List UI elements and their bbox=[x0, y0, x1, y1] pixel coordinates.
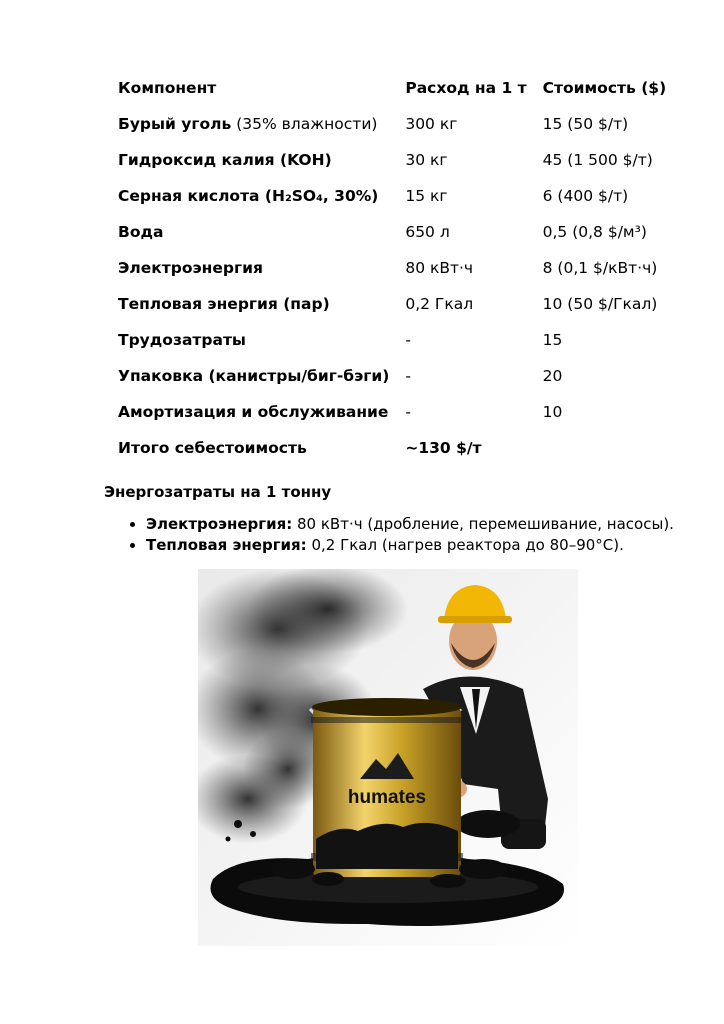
row-component: Трудозатраты bbox=[118, 331, 246, 349]
table-header-row bbox=[110, 70, 681, 106]
list-item: • Тепловая энергия: 0,2 Гкал (нагрев реактора до 80–90°C). bbox=[146, 535, 674, 556]
bucket-brand-label: humates bbox=[347, 787, 427, 808]
table-row bbox=[110, 250, 681, 286]
row-component: Тепловая энергия (пар) bbox=[118, 295, 330, 313]
row-qty: - bbox=[405, 331, 411, 349]
energy-list bbox=[126, 514, 674, 556]
row-component: Серная кислота (H₂SO₄, 30%) bbox=[118, 187, 379, 205]
row-cost: 0,5 (0,8 $/м³) bbox=[542, 223, 647, 241]
row-cost: 45 (1 500 $/т) bbox=[542, 151, 653, 169]
table-row bbox=[110, 214, 681, 250]
row-qty: 650 л bbox=[405, 223, 450, 241]
header-consumption: Расход на 1 т bbox=[405, 79, 527, 97]
header-cost: Стоимость ($) bbox=[542, 79, 667, 97]
total-value: ~130 $/т bbox=[405, 439, 482, 457]
row-component: Бурый уголь (35% влажности) bbox=[118, 115, 378, 133]
product-photo bbox=[198, 569, 578, 946]
row-cost: 10 (50 $/Гкал) bbox=[542, 295, 658, 313]
table-row bbox=[110, 358, 681, 394]
row-cost: 15 bbox=[542, 331, 563, 349]
row-cost: 6 (400 $/т) bbox=[542, 187, 629, 205]
bucket bbox=[310, 698, 463, 877]
header-component: Компонент bbox=[118, 79, 217, 97]
table-row bbox=[110, 322, 681, 358]
energy-section-title: Энергозатраты на 1 тонну bbox=[104, 483, 332, 501]
cost-table bbox=[110, 70, 681, 466]
row-cost: 8 (0,1 $/кВт·ч) bbox=[542, 259, 658, 277]
row-component: Амортизация и обслуживание bbox=[118, 403, 389, 421]
table-row bbox=[110, 286, 681, 322]
row-component: Гидроксид калия (KOH) bbox=[118, 151, 332, 169]
table-row bbox=[110, 142, 681, 178]
row-qty: 80 кВт·ч bbox=[405, 259, 474, 277]
row-cost: 10 bbox=[542, 403, 563, 421]
table-row bbox=[110, 394, 681, 430]
total-empty-cell bbox=[535, 430, 681, 466]
row-qty: - bbox=[405, 403, 411, 421]
row-qty: - bbox=[405, 367, 411, 385]
total-label: Итого себестоимость bbox=[118, 439, 307, 457]
row-component: Упаковка (канистры/биг-бэги) bbox=[118, 367, 390, 385]
row-qty: 300 кг bbox=[405, 115, 458, 133]
row-qty: 15 кг bbox=[405, 187, 448, 205]
row-qty: 30 кг bbox=[405, 151, 448, 169]
row-component: Электроэнергия bbox=[118, 259, 263, 277]
row-qty: 0,2 Гкал bbox=[405, 295, 474, 313]
row-cost: 20 bbox=[542, 367, 563, 385]
table-row bbox=[110, 178, 681, 214]
row-component: Вода bbox=[118, 223, 164, 241]
table-total-row bbox=[110, 430, 681, 466]
list-item: • Электроэнергия: 80 кВт·ч (дробление, перемешивание, насосы). bbox=[146, 514, 674, 535]
table-row bbox=[110, 106, 681, 142]
row-cost: 15 (50 $/т) bbox=[542, 115, 629, 133]
